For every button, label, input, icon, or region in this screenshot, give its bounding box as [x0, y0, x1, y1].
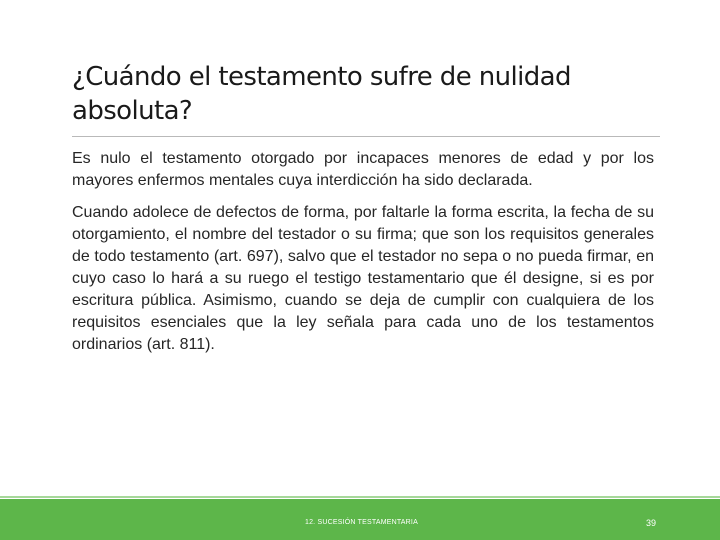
footer-label: 12. SUCESIÓN TESTAMENTARIA	[305, 519, 418, 526]
slide-body	[72, 148, 654, 366]
footer-accent-line	[0, 496, 720, 498]
paragraph-2: Cuando adolece de defectos de forma, por faltarle la forma escrita, la fecha de su otorgamiento, el nombre del testador o su firma; que son los requisitos generales de todo testamento (art. 697), salvo que el testador no sepa o no pueda firmar, en cuyo caso lo hará a su ruego el testigo testamentario que él designe, si es por escritura pública. Asimismo, cuando se deja de cumplir con cualquiera de los requisitos esenciales que la ley señala para cada uno de los testamentos ordinarios (art. 811).	[72, 204, 654, 353]
paragraph-1: Es nulo el testamento otorgado por incapaces menores de edad y por los mayores enfermos mentales cuya interdicción ha sido declarada.	[72, 150, 654, 189]
slide-title: ¿Cuándo el testamento sufre de nulidad absoluta?	[72, 62, 571, 126]
page-number: 39	[646, 518, 657, 528]
title-divider	[72, 136, 660, 137]
